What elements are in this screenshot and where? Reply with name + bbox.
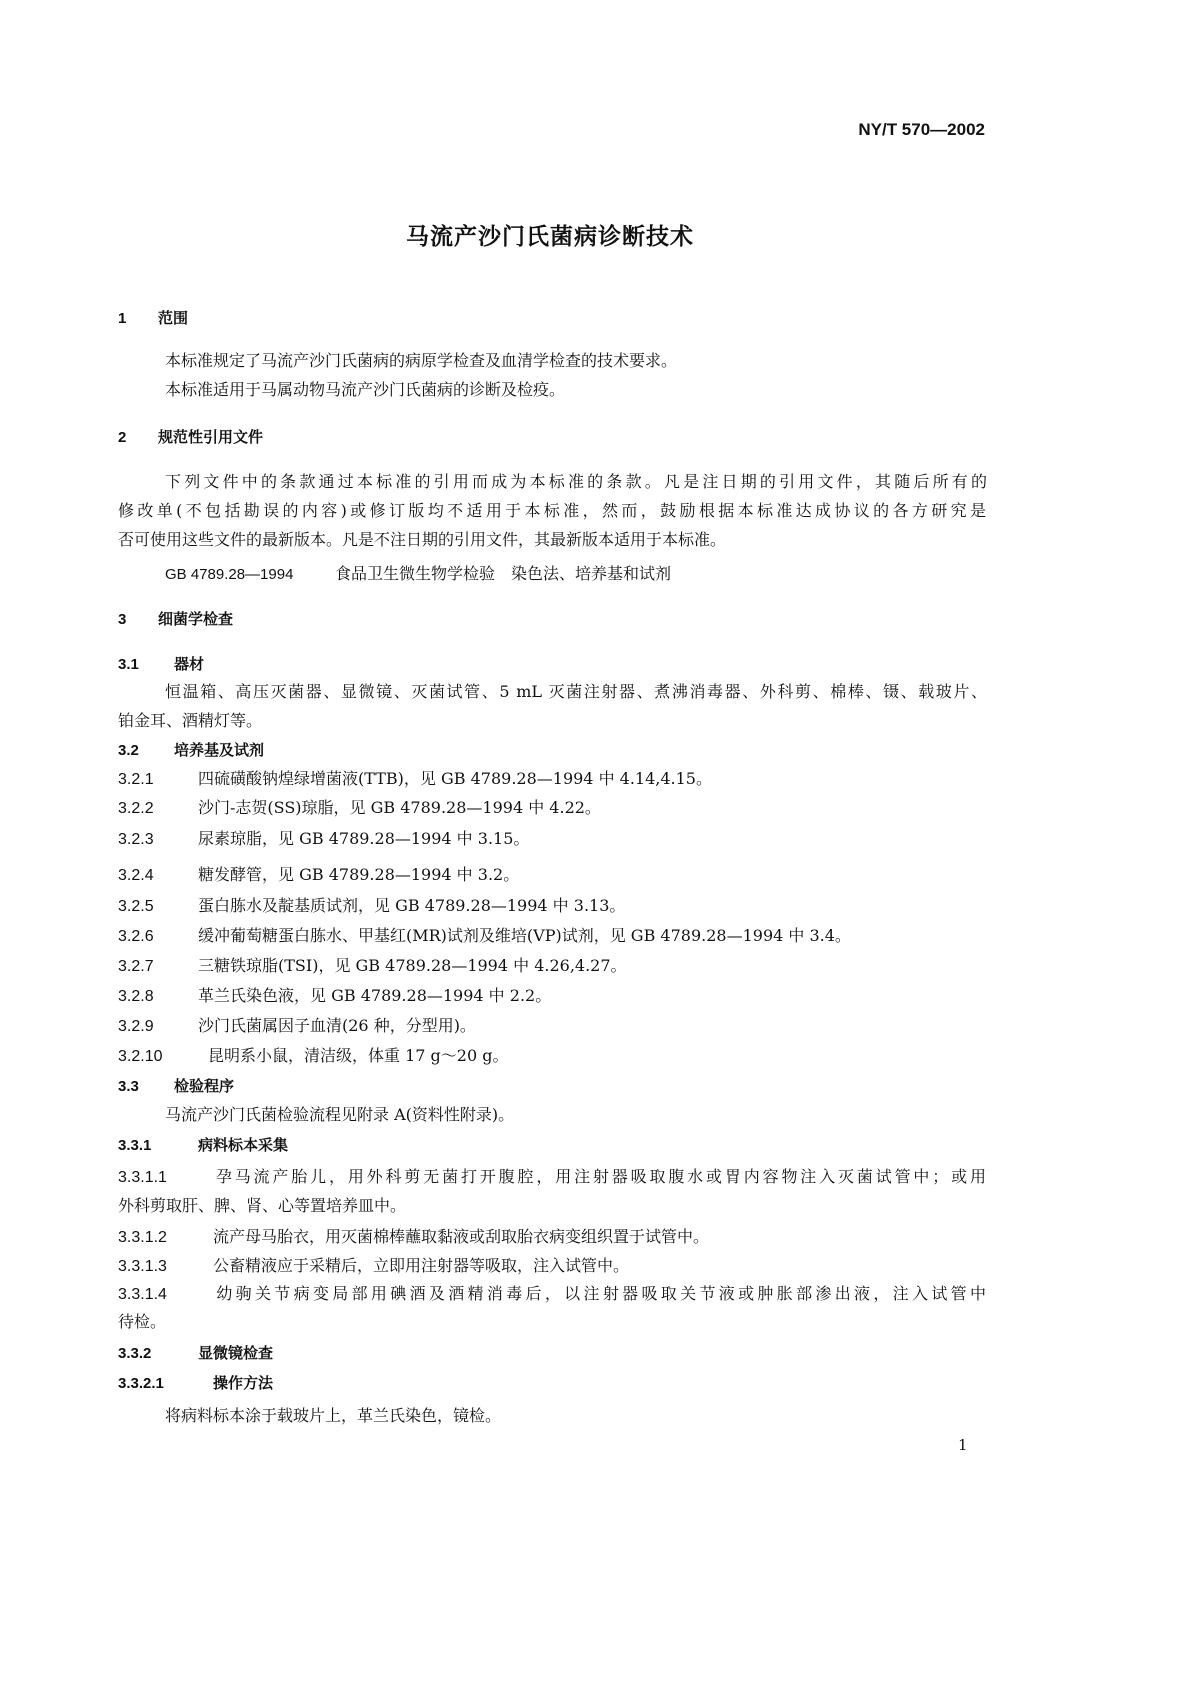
clause-item: 3.2.2 沙门-志贺(SS)琼脂，见 GB 4789.28—1994 中 4.22。 <box>118 798 601 817</box>
paragraph-line: 修改单(不包括勘误的内容)或修订版均不适用于本标准，然而，鼓励根据本标准达成协议的各方研究是 <box>118 501 986 520</box>
section-heading: 1 范围 <box>118 309 189 327</box>
clause-item: 3.3.1.2 流产母马胎衣，用灭菌棉棒蘸取黏液或刮取胎衣病变组织置于试管中。 <box>118 1227 710 1246</box>
subsection-heading: 3.3.2 显微镜检查 <box>118 1344 274 1362</box>
clause-item: 3.2.10 昆明系小鼠，清洁级，体重 17 g～20 g。 <box>118 1046 509 1065</box>
subsection-heading: 3.3.2.1 操作方法 <box>118 1374 274 1392</box>
clause-item: 3.2.9 沙门氏菌属因子血清(26 种，分型用)。 <box>118 1016 476 1035</box>
paragraph-line: 将病料标本涂于载玻片上，革兰氏染色，镜检。 <box>165 1406 502 1425</box>
clause-item: 3.3.1.1 孕马流产胎儿，用外科剪无菌打开腹腔，用注射器吸取腹水或胃内容物注入灭菌试管中；或用 <box>118 1167 986 1186</box>
clause-item: 3.2.4 糖发酵管，见 GB 4789.28—1994 中 3.2。 <box>118 865 520 884</box>
paragraph-line: 否可使用这些文件的最新版本。凡是不注日期的引用文件，其最新版本适用于本标准。 <box>118 530 727 549</box>
reference-entry: GB 4789.28—1994 食品卫生微生物学检验 染色法、培养基和试剂 <box>165 564 672 583</box>
paragraph-line: 铂金耳、酒精灯等。 <box>118 711 263 730</box>
page-number: 1 <box>958 1436 968 1454</box>
clause-item: 3.3.1.3 公畜精液应于采精后，立即用注射器等吸取，注入试管中。 <box>118 1256 630 1275</box>
paragraph-line: 恒温箱、高压灭菌器、显微镜、灭菌试管、5 mL 灭菌注射器、煮沸消毒器、外科剪、棉棒、镊、载玻片、 <box>165 682 987 701</box>
clause-item: 3.3.1.4 幼驹关节病变局部用碘酒及酒精消毒后，以注射器吸取关节液或肿胀部渗出液，注入试管中 <box>118 1284 986 1303</box>
subsection-heading: 3.3 检验程序 <box>118 1077 235 1095</box>
standard-code: NY/T 570—2002 <box>858 120 985 139</box>
paragraph-line: 外科剪取肝、脾、肾、心等置培养皿中。 <box>118 1196 407 1215</box>
clause-item: 3.2.7 三糖铁琼脂(TSI)，见 GB 4789.28—1994 中 4.26,4.27。 <box>118 956 627 975</box>
subsection-heading: 3.1 器材 <box>118 655 205 673</box>
subsection-heading: 3.3.1 病料标本采集 <box>118 1136 289 1154</box>
section-heading: 3 细菌学检查 <box>118 610 234 628</box>
paragraph-line: 下列文件中的条款通过本标准的引用而成为本标准的条款。凡是注日期的引用文件，其随后所有的 <box>165 472 987 491</box>
subsection-heading: 3.2 培养基及试剂 <box>118 741 265 759</box>
clause-item: 3.2.5 蛋白胨水及靛基质试剂，见 GB 4789.28—1994 中 3.13。 <box>118 896 626 915</box>
clause-item: 3.2.8 革兰氏染色液，见 GB 4789.28—1994 中 2.2。 <box>118 986 552 1005</box>
paragraph-line: 待检。 <box>118 1312 167 1331</box>
clause-item: 3.2.1 四硫磺酸钠煌绿增菌液(TTB)，见 GB 4789.28—1994 中 4.14,4.15。 <box>118 769 712 788</box>
clause-item: 3.2.6 缓冲葡萄糖蛋白胨水、甲基红(MR)试剂及维培(VP)试剂，见 GB 4789.28—1994 中 3.4。 <box>118 926 851 945</box>
clause-item: 3.2.3 尿素琼脂，见 GB 4789.28—1994 中 3.15。 <box>118 829 530 848</box>
paragraph-line: 马流产沙门氏菌检验流程见附录 A(资料性附录)。 <box>165 1105 515 1124</box>
paragraph-line: 本标准适用于马属动物马流产沙门氏菌病的诊断及检疫。 <box>165 380 566 399</box>
paragraph-line: 本标准规定了马流产沙门氏菌病的病原学检查及血清学检查的技术要求。 <box>165 351 678 370</box>
document-title: 马流产沙门氏菌病诊断技术 <box>406 224 694 250</box>
section-heading: 2 规范性引用文件 <box>118 428 264 446</box>
